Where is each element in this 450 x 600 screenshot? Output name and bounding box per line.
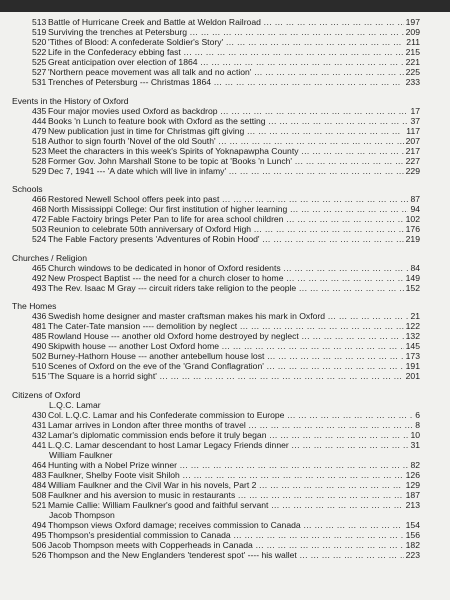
toc-entry (0, 430, 450, 440)
entry-title: Great anticipation over election of 1864 ... . (48, 57, 420, 67)
entry-page: 233 (405, 77, 420, 87)
entry-page: 225 (405, 67, 420, 77)
toc-entry (0, 67, 450, 77)
entry-page: 145 (405, 341, 420, 352)
entry-title: Mamie Callie: William Faulkner's good and faithful servant ... . (48, 500, 420, 510)
entry-number: 521 (32, 499, 47, 510)
entry-title: Swedish home designer and master craftsman makes his mark in Oxford ... . (48, 311, 420, 321)
entry-page: 122 (405, 321, 420, 332)
toc-entry (0, 126, 450, 136)
entry-page: 102 (405, 214, 420, 225)
entry-title: Reunion to celebrate 50th anniversary of Oxford High ... . (48, 224, 420, 234)
section-gap (0, 381, 450, 390)
entry-page: 21 (410, 311, 420, 322)
toc-entry (0, 194, 450, 204)
entry-page: 6 (415, 409, 420, 420)
entry-title: 'The Square is a horrid sight' ... . (48, 371, 420, 381)
entry-number: 479 (32, 125, 47, 136)
entry-number: 529 (32, 165, 47, 176)
entry-title: Battle of Hurricane Creek and Battle at Weldon Railroad ... . (48, 17, 420, 27)
toc-entry (0, 116, 450, 126)
toc-entry (0, 311, 450, 321)
entry-title: Col. L.Q.C. Lamar and his Confederate commission to Europe ... . (48, 410, 420, 420)
entry-title: Surviving the trenches at Petersburg ... . (48, 27, 420, 37)
entry-title: Lamar's diplomatic commission ends before it truly began ... . (48, 430, 420, 440)
entry-number: 502 (32, 351, 47, 362)
entry-title: Life in the Confederacy ebbing fast ... . (48, 47, 420, 57)
toc-entry (0, 77, 450, 87)
entry-page: 154 (405, 519, 420, 530)
entry-number: 444 (32, 115, 47, 126)
entry-number: 506 (32, 539, 47, 550)
entry-page: 10 (410, 429, 420, 440)
section-heading: Schools (12, 184, 43, 195)
entry-page: 176 (405, 224, 420, 235)
entry-title: Skipwith house --- another Lost Oxford home ... . (48, 341, 420, 351)
table-of-contents (0, 17, 450, 560)
entry-title: The Fable Factory presents 'Adventures of Robin Hood' ... . (48, 234, 420, 244)
entry-page: 187 (405, 489, 420, 500)
toc-entry (0, 204, 450, 214)
toc-entry (0, 351, 450, 361)
entry-number: 527 (32, 67, 47, 77)
entry-page: 87 (410, 194, 420, 205)
entry-number: 492 (32, 272, 47, 283)
entry-title: Faulkner, Shelby Foote visit Shiloh ... . (48, 470, 420, 480)
entry-page: 211 (406, 37, 420, 47)
toc-entry (0, 166, 450, 176)
entry-number: 484 (32, 479, 47, 490)
entry-page: 84 (410, 262, 420, 273)
section-heading: Churches / Religion (12, 252, 87, 263)
entry-number: 464 (32, 459, 47, 470)
entry-number: 432 (32, 429, 47, 440)
entry-page: 117 (406, 125, 420, 136)
entry-title: Thompson's presidential commission to Canada ... . (48, 530, 420, 540)
entry-number: 508 (32, 489, 47, 500)
entry-page: 149 (405, 272, 420, 283)
entry-page: 156 (405, 529, 420, 540)
section-gap (0, 176, 450, 185)
toc-entry (0, 47, 450, 57)
entry-number: 520 (32, 37, 47, 47)
entry-page: 197 (405, 17, 420, 27)
entry-number: 481 (32, 321, 47, 332)
entry-number: 510 (32, 361, 47, 372)
entry-number: 466 (32, 194, 47, 205)
entry-page: 217 (405, 145, 420, 156)
entry-page: 129 (405, 479, 420, 490)
entry-number: 441 (32, 439, 47, 450)
entry-page: 209 (405, 27, 420, 37)
toc-entry (0, 106, 450, 116)
entry-title: Trenches of Petersburg --- Christmas 1864 ... . (48, 77, 420, 87)
entry-number: 522 (32, 47, 47, 57)
toc-entry (0, 460, 450, 470)
entry-page: 8 (415, 419, 420, 430)
entry-title: Four major movies used Oxford as backdrop ... . (48, 106, 420, 116)
entry-page: 223 (405, 549, 420, 560)
toc-entry (0, 224, 450, 234)
entry-title: Lamar arrives in London after three months of travel ... . (48, 420, 420, 430)
toc-entry (0, 420, 450, 430)
entry-title: Thompson and the New Englanders 'tenderest spot' ---- his wallet ... . (48, 550, 420, 560)
entry-number: 430 (32, 409, 47, 420)
entry-page: 213 (405, 499, 420, 510)
toc-entry (0, 283, 450, 293)
entry-number: 524 (32, 234, 47, 245)
entry-title: Rowland House --- another old Oxford home destroyed by neglect ... . (48, 331, 420, 341)
toc-entry (0, 17, 450, 27)
entry-page: 191 (405, 361, 420, 372)
subsection-heading: Jacob Thompson (49, 509, 115, 520)
entry-page: 82 (410, 459, 420, 470)
entry-number: 503 (32, 224, 47, 235)
entry-number: 493 (32, 282, 47, 293)
entry-title: Author to sign fourth 'Novel of the old South' ... . (48, 136, 420, 146)
entry-number: 528 (32, 155, 47, 166)
toc-entry (0, 57, 450, 67)
entry-title: William Faulkner and the Civil War in his novels, Part 2 ... . (48, 480, 420, 490)
entry-number: 436 (32, 311, 47, 322)
entry-number: 494 (32, 519, 47, 530)
entry-page: 227 (405, 155, 420, 166)
toc-entry (0, 331, 450, 341)
entry-number: 431 (32, 419, 47, 430)
top-edge (0, 0, 450, 12)
entry-page: 219 (405, 234, 420, 245)
toc-entry (0, 520, 450, 530)
entry-number: 519 (32, 27, 47, 37)
toc-entry (0, 27, 450, 37)
entry-number: 531 (32, 77, 47, 87)
entry-page: 221 (405, 57, 420, 67)
entry-title: Restored Newell School offers peek into past ... . (48, 194, 420, 204)
toc-entry (0, 214, 450, 224)
toc-entry (0, 273, 450, 283)
entry-page: 37 (410, 115, 420, 126)
entry-page: 31 (410, 439, 420, 450)
entry-number: 485 (32, 331, 47, 342)
entry-number: 465 (32, 262, 47, 273)
toc-entry (0, 234, 450, 244)
section-gap (0, 293, 450, 302)
toc-entry (0, 410, 450, 420)
entry-title: Burney-Hathorn House --- another antebellum house lost ... . (48, 351, 420, 361)
entry-title: Fable Factoiry brings Peter Pan to life for area school children ... . (48, 214, 420, 224)
entry-title: The Rev. Isaac M Gray --- circuit riders take religion to the people ... . (48, 283, 420, 293)
entry-page: 126 (405, 469, 420, 480)
entry-number: 472 (32, 214, 47, 225)
entry-page: 94 (410, 204, 420, 215)
entry-title: Church windows to be dedicated in honor of Oxford residents ... . (48, 263, 420, 273)
entry-title: L.Q.C. Lamar descendant to host Lamar Legacy Friends dinner ... . (48, 440, 420, 450)
entry-number: 483 (32, 469, 47, 480)
subsection-heading: L.Q.C. Lamar (49, 399, 101, 410)
toc-entry (0, 530, 450, 540)
entry-title: Hunting with a Nobel Prize winner ... . (48, 460, 420, 470)
section-heading: Events in the History of Oxford (12, 95, 129, 106)
toc-entry (0, 37, 450, 47)
entry-title: Scenes of Oxford on the eve of the 'Grand Conflagration' ... . (48, 361, 420, 371)
entry-title: Dec 7, 1941 --- 'A date which will live in infamy' ... . (48, 166, 420, 176)
entry-title: Books 'n Lunch to feature book with Oxford as the setting ... . (48, 116, 420, 126)
entry-page: 17 (410, 105, 420, 116)
section-heading: Citizens of Oxford (12, 389, 81, 400)
entry-number: 468 (32, 204, 47, 215)
entry-page: 132 (405, 331, 420, 342)
entry-page: 229 (405, 165, 420, 176)
toc-entry (0, 156, 450, 166)
entry-title: Former Gov. John Marshall Stone to be topic at 'Books 'n Lunch' ... . (48, 156, 420, 166)
toc-entry (0, 263, 450, 273)
toc-entry (0, 371, 450, 381)
entry-title: New publication just in time for Christmas gift giving ... . (48, 126, 420, 136)
entry-page: 201 (405, 371, 420, 382)
entry-number: 495 (32, 529, 47, 540)
entry-title: 'Northern peace movement was all talk and no action' ... . (48, 67, 420, 77)
toc-entry (0, 321, 450, 331)
entry-number: 525 (32, 57, 47, 67)
toc-entry (0, 361, 450, 371)
toc-entry (0, 500, 450, 510)
entry-title: Faulkner and his aversion to music in restaurants ... . (48, 490, 420, 500)
toc-entry (0, 146, 450, 156)
entry-number: 523 (32, 145, 47, 156)
entry-title: Jacob Thompson meets with Copperheads in Canada ... . (48, 540, 420, 550)
toc-entry (0, 470, 450, 480)
entry-page: 215 (405, 47, 420, 57)
entry-title: Meet the characters in this week's Spirits of Yoknapawpha County ... . (48, 146, 420, 156)
entry-number: 435 (32, 105, 47, 116)
entry-page: 152 (405, 282, 420, 293)
subsection-heading: William Faulkner (49, 449, 113, 460)
entry-title: The Cater-Tate mansion ---- demolition by neglect ... . (48, 321, 420, 331)
section-gap (0, 87, 450, 96)
toc-entry (0, 440, 450, 450)
entry-page: 207 (405, 135, 420, 146)
toc-entry (0, 540, 450, 550)
toc-entry (0, 490, 450, 500)
entry-page: 173 (405, 351, 420, 362)
entry-number: 490 (32, 341, 47, 352)
entry-number: 515 (32, 371, 47, 382)
entry-number: 526 (32, 549, 47, 560)
toc-entry (0, 480, 450, 490)
section-gap (0, 244, 450, 253)
entry-title: Thompson views Oxford damage; receives commission to Canada ... . (48, 520, 420, 530)
entry-page: 182 (405, 539, 420, 550)
entry-title: North Mississippi College: Our first institution of higher learning ... . (48, 204, 420, 214)
entry-title: New Prospect Baptist --- the need for a church closer to home ... . (48, 273, 420, 283)
entry-number: 513 (32, 17, 47, 27)
toc-entry (0, 550, 450, 560)
toc-entry (0, 341, 450, 351)
section-heading: The Homes (12, 301, 57, 312)
toc-entry (0, 136, 450, 146)
entry-number: 518 (32, 135, 47, 146)
entry-title: 'Tithes of Blood: A confederate Soldier's Story' ... . (48, 37, 420, 47)
